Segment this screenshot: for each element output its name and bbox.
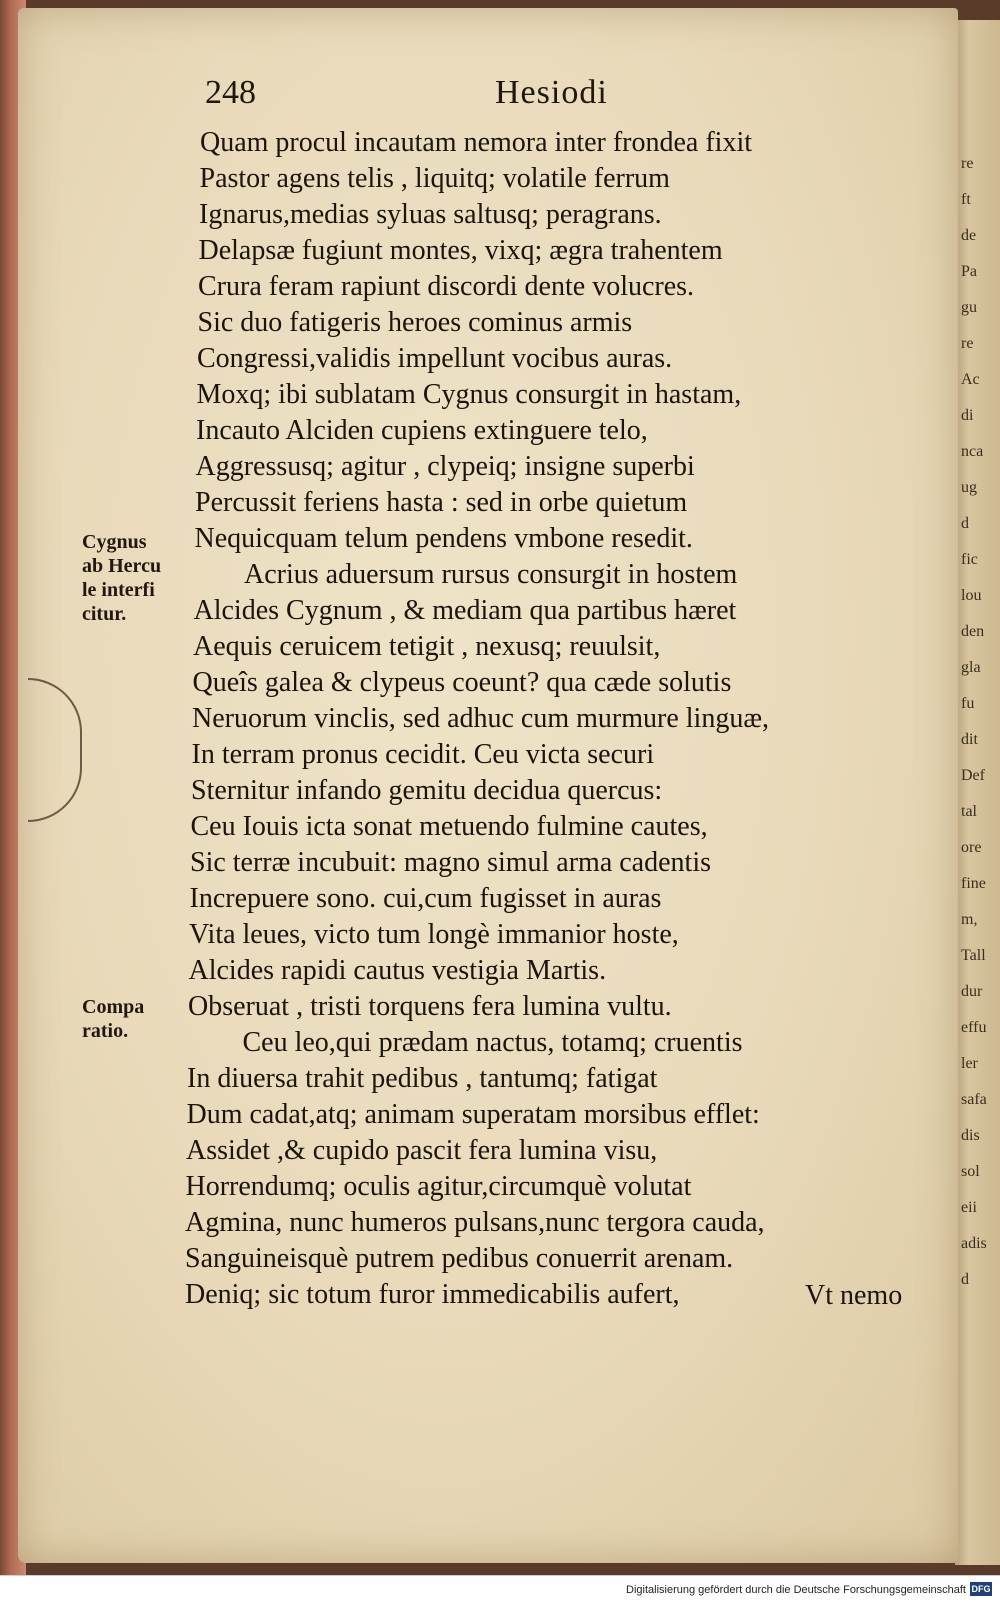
facing-page-fragment: fine (961, 875, 986, 892)
verse-line: Vita leues, victo tum longè immanior hoste, (189, 919, 679, 950)
facing-page-edge (955, 20, 1000, 1565)
facing-page-fragment: gla (961, 659, 981, 676)
verse-line: Agmina, nunc humeros pulsans,nunc tergora cauda, (185, 1207, 765, 1238)
page-header (205, 74, 655, 114)
funding-credit: Digitalisierung gefördert durch die Deutsche Forschungsgemeinschaft (626, 1584, 966, 1596)
facing-page-fragment: dit (961, 731, 978, 748)
verse-line: In diuersa trahit pedibus , tantumq; fatigat (187, 1063, 658, 1094)
facing-page-fragment: sol (961, 1163, 980, 1180)
verse-line: Pastor agens telis , liquitq; volatile ferrum (199, 163, 670, 194)
verse-line: Sic duo fatigeris heroes cominus armis (197, 307, 633, 338)
marginal-note-line: ab Hercu (82, 555, 162, 577)
facing-page-fragment: Ac (961, 371, 980, 388)
verse-line: Ceu Iouis icta sonat metuendo fulmine cautes, (190, 811, 708, 842)
verse-line: Acrius aduersum rursus consurgit in hostem (244, 559, 738, 590)
marginal-note-line: Compa (82, 996, 145, 1018)
verse-line: Aggressusq; agitur , clypeiq; insigne superbi (195, 451, 695, 482)
verse-line: Ceu leo,qui prædam nactus, totamq; cruentis (242, 1027, 743, 1058)
facing-page-fragment: fic (961, 551, 978, 568)
marginal-note-line: le interfi (82, 579, 155, 601)
verse-line: Congressi,validis impellunt vocibus auras. (197, 343, 673, 374)
facing-page-fragment: safa (961, 1091, 987, 1108)
facing-page-fragment: d (961, 515, 969, 532)
verse-line: Neruorum vinclis, sed adhuc cum murmure linguæ, (192, 703, 769, 734)
verse-line: Percussit feriens hasta : sed in orbe quietum (195, 487, 688, 518)
facing-page-fragment: fu (961, 695, 975, 712)
facing-page-fragment: adis (961, 1235, 987, 1252)
facing-page-fragment: nca (961, 443, 984, 460)
verse-line: Moxq; ibi sublatam Cygnus consurgit in hastam, (196, 379, 742, 410)
verse-line: Sternitur infando gemitu decidua quercus: (191, 775, 663, 806)
marginal-note-cygnus (82, 530, 161, 626)
facing-page-fragment: gu (961, 299, 977, 316)
facing-page-fragment: lou (961, 587, 982, 604)
dfg-logo: DFG (971, 1584, 991, 1594)
verse-line: Crura feram rapiunt discordi dente volucres. (198, 271, 695, 302)
facing-page-fragment: ler (961, 1055, 978, 1072)
verse-line: Delapsæ fugiunt montes, vixq; ægra trahentem (198, 235, 723, 266)
verse-line: Aequis ceruicem tetigit , nexusq; reuulsit, (193, 631, 661, 662)
verse-line: Sanguineisquè putrem pedibus conuerrit arenam. (185, 1243, 734, 1274)
running-head: Hesiodi (495, 74, 608, 111)
facing-page-fragment: ore (961, 839, 982, 856)
marginal-note-comparatio (82, 995, 144, 1043)
verse-line: Alcides rapidi cautus vestigia Martis. (188, 955, 607, 986)
binding-stitch (28, 678, 82, 822)
verse-line: Alcides Cygnum , & mediam qua partibus hæret (193, 595, 737, 626)
marginal-note-line: ratio. (82, 1020, 129, 1042)
verse-line: Dum cadat,atq; animam superatam morsibus efflet: (186, 1099, 760, 1130)
facing-page-fragment: ft (961, 191, 971, 208)
marginal-note-line: citur. (82, 603, 127, 625)
facing-page-fragment: Pa (961, 263, 977, 280)
facing-page-fragment: Def (961, 767, 985, 784)
footer-bar (0, 1575, 1000, 1605)
facing-page-fragment: den (961, 623, 985, 640)
facing-page-fragment: dis (961, 1127, 980, 1144)
verse-line: Sic terræ incubuit: magno simul arma cadentis (190, 847, 711, 878)
facing-page-fragment: re (961, 155, 974, 172)
verse-line: Ignarus,medias syluas saltusq; peragrans. (199, 199, 662, 230)
verse-line: Quam procul incautam nemora inter frondea fixit (200, 127, 753, 158)
marginal-note-line: Cygnus (82, 531, 147, 553)
verse-line: Incauto Alciden cupiens extinguere telo, (196, 415, 648, 446)
facing-page-fragment: re (961, 335, 974, 352)
facing-page-fragment: di (961, 407, 974, 424)
verse-line: Assidet ,& cupido pascit fera lumina visu, (186, 1135, 658, 1166)
facing-page-fragment: ug (961, 479, 977, 496)
verse-line: Increpuere sono. cui,cum fugisset in auras (189, 883, 662, 914)
verse-line: Obseruat , tristi torquens fera lumina vultu. (188, 991, 672, 1022)
facing-page-fragment: m, (961, 911, 978, 928)
page-number: 248 (205, 74, 256, 111)
facing-page-fragment: d (961, 1271, 969, 1288)
facing-page-fragment: dur (961, 983, 983, 1000)
catchword: Vt nemo (805, 1280, 903, 1311)
facing-page-fragment: Tall (961, 947, 986, 964)
facing-page-fragment: tal (961, 803, 977, 820)
facing-page-fragment: effu (961, 1019, 987, 1036)
facing-page-fragment: eii (961, 1199, 977, 1216)
verse-line: Horrendumq; oculis agitur,circumquè volutat (185, 1171, 692, 1202)
facing-page-fragment: de (961, 227, 977, 244)
verse-line: Queîs galea & clypeus coeunt? qua cæde solutis (192, 667, 732, 698)
verse-line: In terram pronus cecidit. Ceu victa securi (191, 739, 655, 770)
verse-line: Nequicquam telum pendens vmbone resedit. (194, 523, 693, 554)
verse-line: Deniq; sic totum furor immedicabilis aufert, (185, 1279, 680, 1310)
